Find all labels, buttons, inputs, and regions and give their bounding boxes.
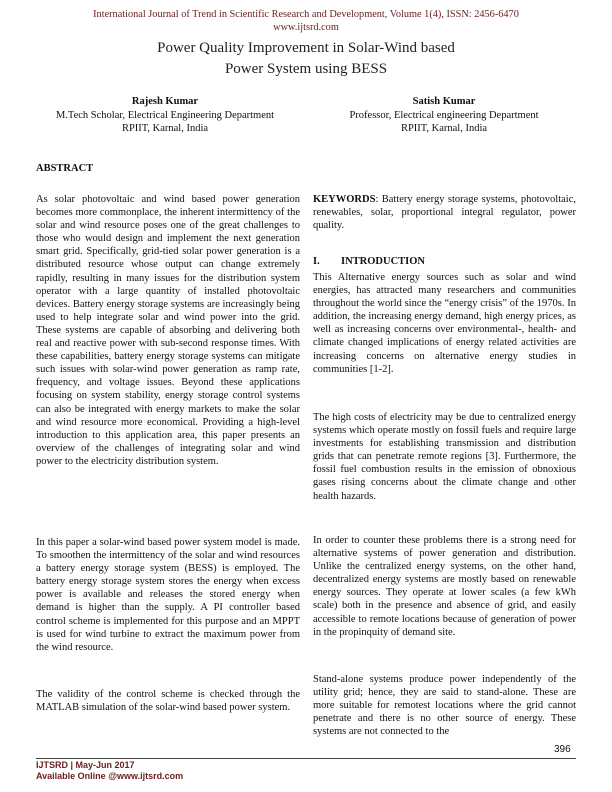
title-line-1: Power Quality Improvement in Solar-Wind based (157, 40, 455, 56)
section-heading-introduction (313, 256, 425, 267)
abstract-paragraph-2: In this paper a solar-wind based power system model is made. To smoothen the intermittency of the solar and wind resources a battery energy storage system (BESS) is employed. The battery energy storage system stores the energy when excess power is available and releases the stored energy when demand is higher than the supply. A PI controller based control scheme is implemented for this purpose and an MPPT is used for wind turbine to extract the maximum power from the wind resource. (36, 537, 300, 653)
author-role: Professor, Electrical engineering Department (349, 109, 539, 121)
footer-available-online: Available Online @www.ijtsrd.com (36, 771, 184, 781)
page-number: 396 (554, 744, 571, 755)
author-block-1 (25, 95, 305, 136)
title-line-2: Power System using BESS (224, 61, 388, 77)
journal-header: International Journal of Trend in Scientific Research and Development, Volume 1(4), ISSN: 2456-6470 (93, 9, 519, 20)
keywords-text: : Battery energy storage systems, photovoltaic, renewables, solar, proportional integral regulator, power quality. (313, 194, 576, 232)
author-name: Satish Kumar (412, 96, 476, 107)
intro-paragraph-1: This Alternative energy sources such as solar and wind energies, has attracted many researchers and communities throughout the world since the “energy crisis” of the 1970s. In addition, the increasing energy demand, high energy prices, as well as increasing concerns over environmental-, health- and climate changed implications of energy related activities are increasing concerns on alternative energy studies in communities [1-2]. (313, 272, 576, 375)
footer-divider (36, 758, 576, 759)
abstract-heading: ABSTRACT (36, 163, 94, 174)
journal-url: www.ijtsrd.com (273, 22, 339, 33)
keywords-label: KEYWORDS (313, 194, 376, 205)
author-role: M.Tech Scholar, Electrical Engineering Department (55, 109, 275, 121)
abstract-paragraph-3: The validity of the control scheme is checked through the MATLAB simulation of the solar-wind based power system. (36, 689, 300, 714)
section-number: I. (313, 256, 320, 267)
abstract-paragraph-1: As solar photovoltaic and wind based power generation becomes more commonplace, the inherent intermittency of the solar and wind resource poses one of the great challenges to those who would design and implement the next generation smart grid. Specifically, grid-tied solar power generation is a distributed resource whose output can change extremely rapidly, resulting in many issues for the distribution system operator with a large quantity of installed photovoltaic devices. Battery energy storage systems are increasingly being used to help integrate solar and wind power into the grid. These systems are capable of absorbing and delivering both real and reactive power with sub-second response times. With these capabilities, battery energy storage systems can mitigate such issues with solar-wind power generation as ramp rate, frequency, and voltage issues. Beyond these applications focusing on system stability, energy storage control systems can also be integrated with energy markets to make the solar and wind resource more economical. Providing a high-level introduction to this application area, this paper presents an overview of the challenges of integrating solar and wind power to the electricity distribution system. (36, 194, 300, 467)
keywords (313, 193, 576, 232)
intro-paragraph-2: The high costs of electricity may be due to centralized energy systems which operate mostly on fossil fuels and require large investments for establishing transmission and distribution grids that can penetrate remote regions [3]. Furthermore, the fossil fuel combustion results in the emission of obnoxious gases rising concerns about the climate change and other health hazards. (313, 412, 576, 502)
author-block-2 (304, 95, 584, 136)
author-name: Rajesh Kumar (131, 96, 199, 107)
author-affiliation: RPIIT, Karnal, India (121, 123, 209, 134)
section-title: INTRODUCTION (341, 256, 426, 267)
paper-title (0, 38, 612, 80)
footer-issue: IJTSRD | May-Jun 2017 (36, 760, 135, 770)
intro-paragraph-4: Stand-alone systems produce power independently of the utility grid; hence, they are said to stand-alone. These are more suitable for remotest locations where the grid cannot penetrate and there is no other source of energy. These systems are not connected to the (313, 674, 576, 738)
author-affiliation: RPIIT, Karnal, India (400, 123, 488, 134)
intro-paragraph-3: In order to counter these problems there is a strong need for alternative systems of power generation and distribution. Unlike the centralized energy systems, on the other hand, decentralized energy systems are mostly based on renewable energy sources. They operate at lower scales (a few kWh scale) both in the presence and absence of grid, and easily accessible to remote locations because of generation of power in the propinquity of demand site. (313, 535, 576, 638)
